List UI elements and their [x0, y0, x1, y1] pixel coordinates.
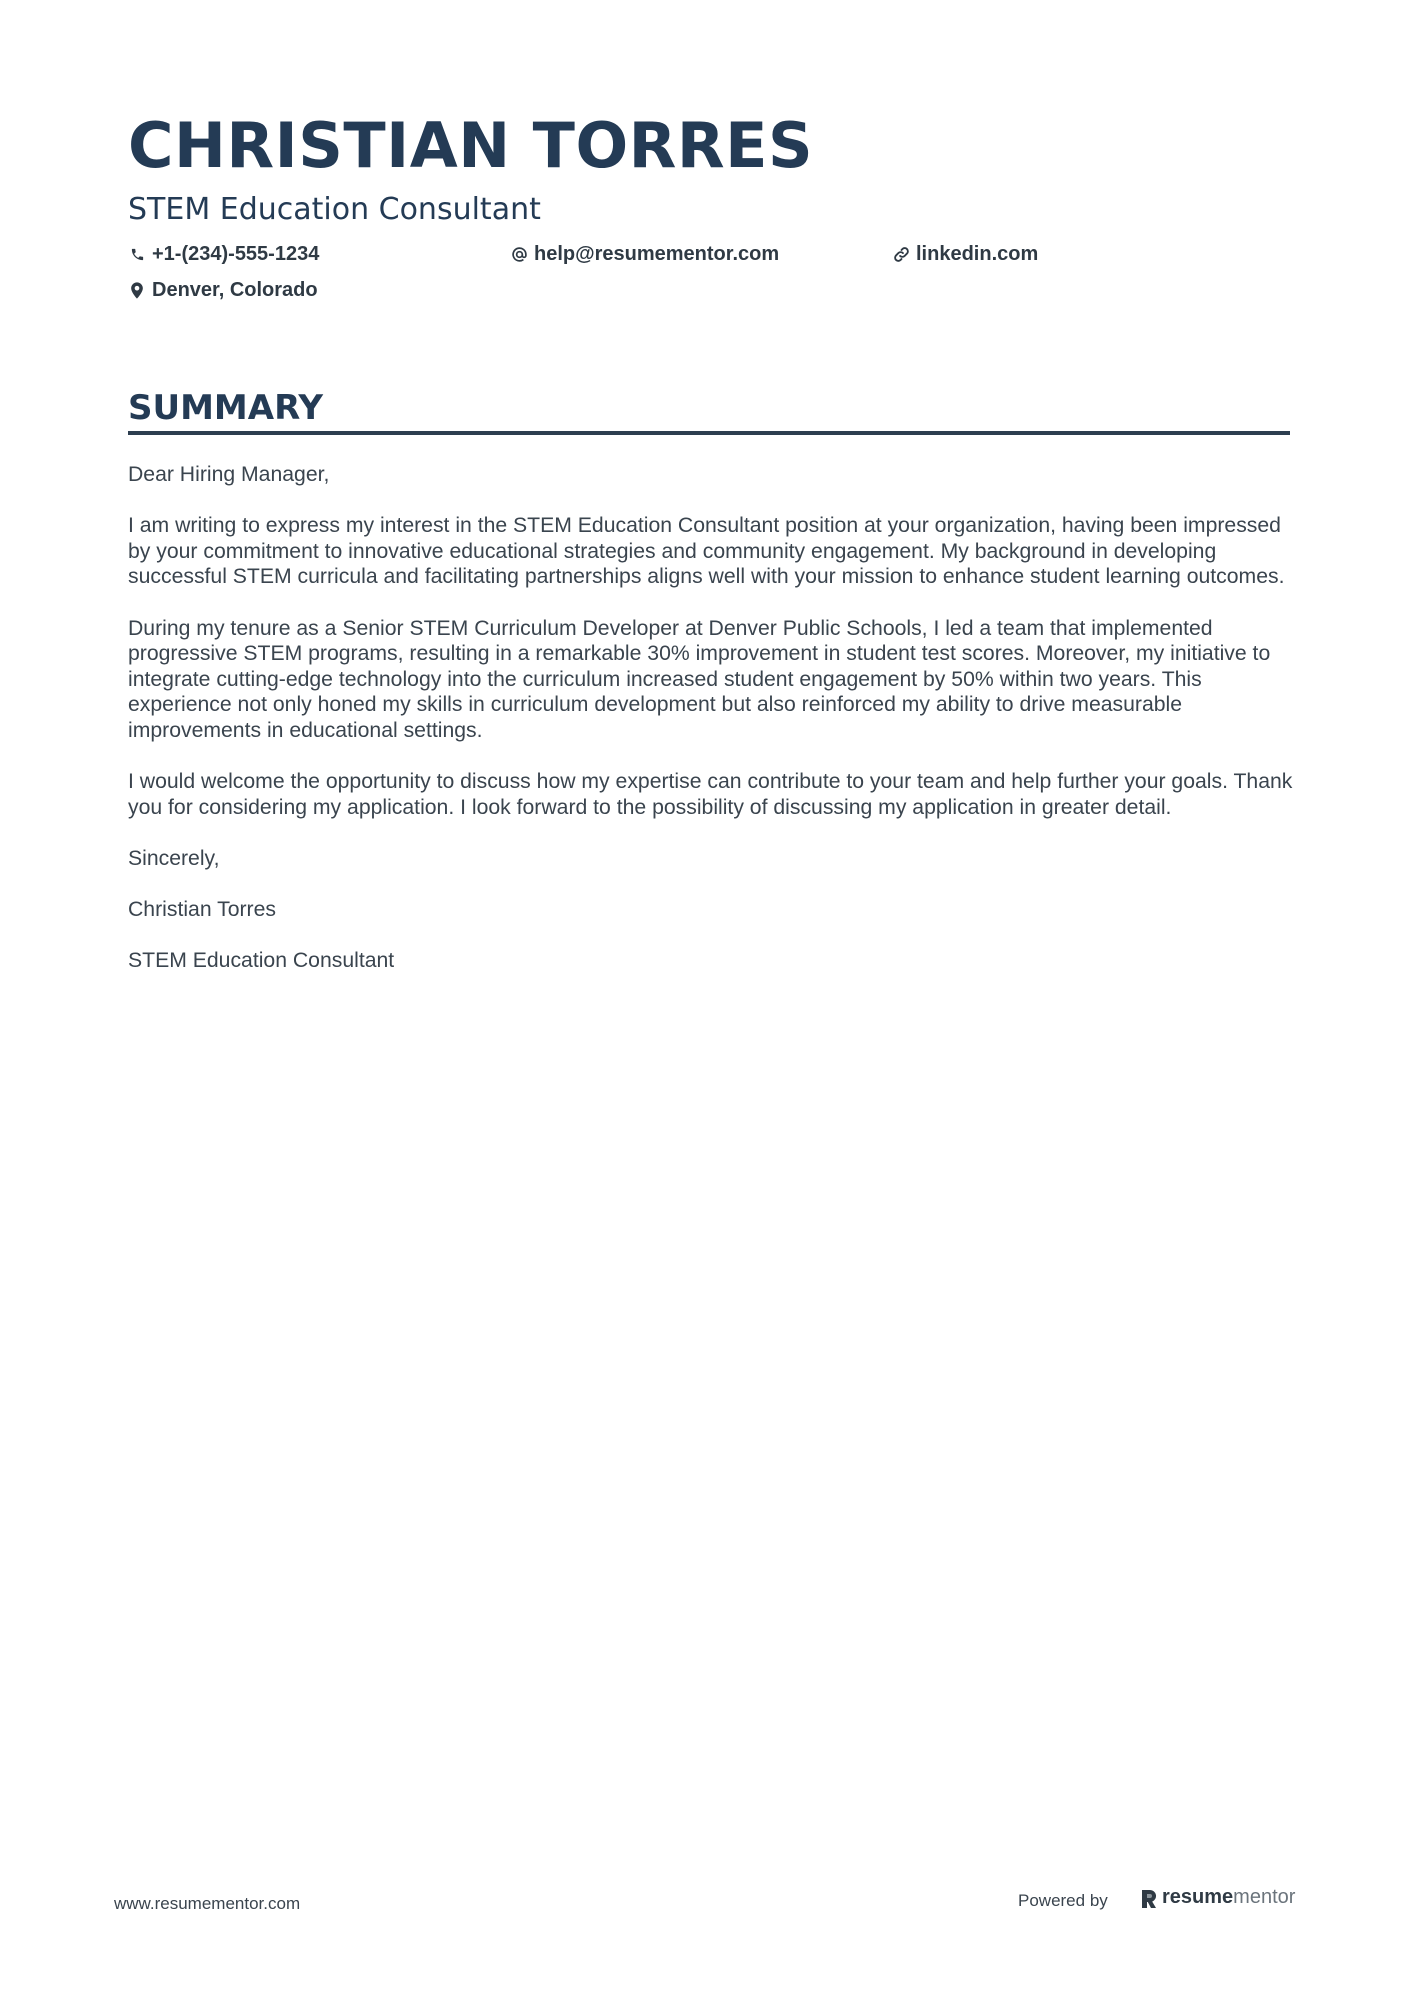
link-icon — [892, 245, 910, 263]
resumementor-logo[interactable] — [1140, 1886, 1295, 1909]
letter-paragraph: During my tenure as a Senior STEM Curriculum Developer at Denver Public Schools, I led a team that implemented progressive STEM programs, resulting in a remarkable 30% improvement in student test scores. Moreover, my initiative to integrate cutting-edge technology into the curriculum increased student engagement by 50% within two years. This experience not only honed my skills in curriculum development but also reinforced my ability to drive measurable improvements in educational settings. — [128, 616, 1271, 742]
letter-paragraph: I would welcome the opportunity to discuss how my expertise can contribute to your team and help further your goals. Thank you for considering my application. I look forward to the possibility of discussing my application in greater detail. — [128, 770, 1293, 819]
link-text: linkedin.com — [916, 243, 1039, 265]
letter-greeting: Dear Hiring Manager, — [128, 463, 330, 486]
candidate-name: CHRISTIAN TORRES — [128, 109, 814, 182]
candidate-job-title: STEM Education Consultant — [128, 192, 541, 227]
contact-link — [892, 240, 1038, 268]
at-icon — [510, 245, 528, 263]
phone-icon — [128, 245, 146, 263]
letter-closing: Sincerely, — [128, 846, 220, 870]
phone-text: +1-(234)-555-1234 — [152, 243, 320, 265]
letter-signature-title: STEM Education Consultant — [128, 949, 395, 973]
email-text: help@resumementor.com — [534, 243, 780, 265]
resumementor-logo-icon — [1140, 1887, 1158, 1909]
location-text: Denver, Colorado — [152, 279, 318, 301]
contact-location — [128, 276, 318, 304]
section-heading-summary: SUMMARY — [128, 388, 324, 428]
contact-email — [510, 240, 779, 268]
brand-word-resume: resume — [1162, 1886, 1234, 1908]
letter-body — [128, 462, 1293, 999]
brand-word-mentor: mentor — [1233, 1886, 1296, 1908]
footer-website-link[interactable]: www.resumementor.com — [114, 1894, 301, 1913]
letter-paragraph: I am writing to express my interest in the STEM Education Consultant position at your organization, having been impressed by your commitment to innovative educational strategies and community engagement. My background in developing successful STEM curricula and facilitating partnerships aligns well with your mission to enhance student learning outcomes. — [128, 514, 1285, 589]
powered-by-label: Powered by — [1018, 1891, 1108, 1910]
section-divider — [128, 431, 1290, 435]
letter-signature-name: Christian Torres — [128, 898, 276, 922]
map-pin-icon — [128, 281, 146, 299]
contact-phone — [128, 240, 319, 268]
